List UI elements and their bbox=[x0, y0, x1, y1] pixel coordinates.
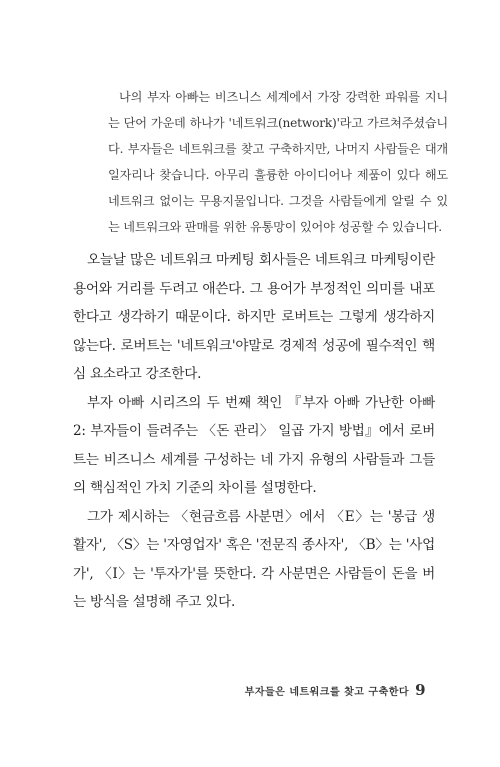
body-paragraph-1: 오늘날 많은 네트워크 마케팅 회사들은 네트워크 마케팅이란 용어와 거리를 두려고 애쓴다. 그 용어가 부정적인 의미를 내포한다고 생각하기 때문이다. 하지만 로버트는 그렇게 생각하지 않는다. 로버트는 '네트워크'야말로 경제적 성공에 필수적인 핵심 요소라고 강조한다. bbox=[73, 252, 435, 382]
quote-paragraph: 나의 부자 아빠는 비즈니스 세계에서 가장 강력한 파워를 지니는 단어 가운데 하나가 '네트워크(network)'라고 가르쳐주셨습니다. 부자들은 네트워크를 찾고 구축하지만, 나머지 사람들은 대개 일자리나 찾습니다. 아무리 훌륭한 아이디어나 제품이 있다 해도 네트워크 없이는 무용지물입니다. 그것을 사람들에게 알릴 수 있는 네트워크와 판매를 위한 유통망이 있어야 성공할 수 있습니다. bbox=[108, 90, 448, 234]
body-paragraph-3: 그가 제시하는 〈현금흐름 사분면〉에서 〈E〉는 '봉급 생활자', 〈S〉는 '자영업자' 혹은 '전문직 종사자', 〈B〉는 '사업가', 〈I〉는 '투자가'를 뜻한다. 각 사분면은 사람들이 돈을 버는 방식을 설명해 주고 있다. bbox=[73, 508, 435, 610]
quote-block bbox=[108, 84, 448, 240]
body-text bbox=[73, 246, 435, 617]
body-paragraph-2: 부자 아빠 시리즈의 두 번째 책인 『부자 아빠 가난한 아빠 2: 부자들이 들려주는 〈돈 관리〉 일곱 가지 방법』에서 로버트는 비즈니스 세계를 구성하는 네 가지 유형의 사람들과 그들의 핵심적인 가치 기준의 차이를 설명한다. bbox=[73, 394, 435, 496]
running-head: 부자들은 네트워크를 찾고 구축한다 bbox=[244, 687, 410, 698]
page-footer bbox=[245, 681, 426, 699]
page-number: 9 bbox=[415, 681, 426, 699]
